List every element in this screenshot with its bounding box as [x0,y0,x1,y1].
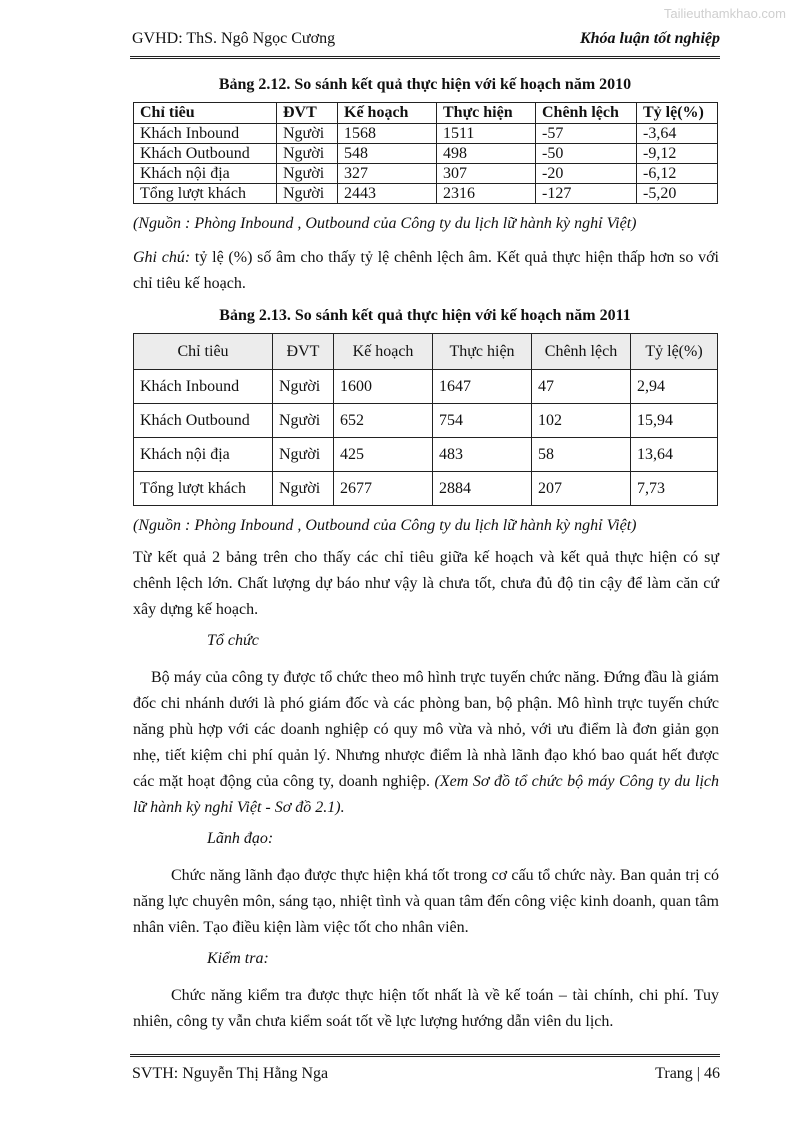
table-cell: Khách Inbound [134,370,273,404]
table-cell: Người [277,184,338,204]
control-paragraph: Chức năng kiểm tra được thực hiện tốt nhất là về kế toán – tài chính, chi phí. Tuy nhiên, công ty vẫn chưa kiểm soát tốt về lực lượng hướng dẫn viên du lịch. [133,987,719,1030]
table-cell: -6,12 [637,164,718,184]
column-header: Kế hoạch [334,334,433,370]
table-cell: 327 [338,164,437,184]
leadership-paragraph: Chức năng lãnh đạo được thực hiện khá tốt trong cơ cấu tổ chức này. Ban quản trị có năng lực chuyên môn, sáng tạo, nhiệt tình và quan tâm đến công việc kinh doanh, quan tâm nhân viên. Tạo điều kiện làm việc tốt cho nhân viên. [133,867,719,936]
footer-page-number: Trang | 46 [655,1065,720,1082]
table-cell: Khách nội địa [134,438,273,472]
page-footer [130,1054,720,1087]
column-header: Thực hiện [437,103,536,124]
table-cell: 207 [532,472,631,506]
table-cell: Tổng lượt khách [134,184,277,204]
table-cell: Người [273,370,334,404]
column-header: ĐVT [277,103,338,124]
table-row [134,370,718,404]
column-header: Chênh lệch [536,103,637,124]
table-cell: 102 [532,404,631,438]
table-row [134,472,718,506]
table-cell: -57 [536,124,637,144]
table-row [134,404,718,438]
table-cell: 2677 [334,472,433,506]
column-header: Tỷ lệ(%) [631,334,718,370]
table-cell: -20 [536,164,637,184]
column-header: Chênh lệch [532,334,631,370]
column-header: Thực hiện [433,334,532,370]
table-cell: Người [273,404,334,438]
table-2011 [133,333,718,506]
table-cell: 425 [334,438,433,472]
table-cell: 1511 [437,124,536,144]
header-advisor: GVHD: ThS. Ngô Ngọc Cương [132,30,336,47]
table1-caption: Bảng 2.12. So sánh kết quả thực hiện với kế hoạch năm 2010 [218,76,632,93]
table1-source: (Nguồn : Phòng Inbound , Outbound của Công ty du lịch lữ hành kỳ nghỉ Việt) [133,215,637,232]
table-cell: -9,12 [637,144,718,164]
table-row [134,124,718,144]
table-cell: 483 [433,438,532,472]
table-cell: Người [277,164,338,184]
header-doc-title: Khóa luận tốt nghiệp [579,30,720,47]
page-header [130,28,720,59]
column-header: ĐVT [273,334,334,370]
table-cell: 1600 [334,370,433,404]
table2-source: (Nguồn : Phòng Inbound , Outbound của Công ty du lịch lữ hành kỳ nghỉ Việt) [133,517,637,534]
note-text: tỷ lệ (%) số âm cho thấy tỷ lệ chênh lệch âm. Kết quả thực hiện thấp hơn so với chỉ tiêu kế hoạch. [133,249,719,292]
table-cell: 307 [437,164,536,184]
table-cell: 548 [338,144,437,164]
table-cell: 13,64 [631,438,718,472]
column-header: Tỷ lệ(%) [637,103,718,124]
table-row [134,438,718,472]
table-cell: Người [273,438,334,472]
table-cell: Tổng lượt khách [134,472,273,506]
table-cell: 15,94 [631,404,718,438]
watermark: Tailieuthamkhao.com [663,6,786,21]
table-2010 [133,102,718,204]
table-cell: 754 [433,404,532,438]
footer-student: SVTH: Nguyễn Thị Hằng Nga [132,1065,329,1082]
table-cell: Khách Outbound [134,404,273,438]
table-cell: 47 [532,370,631,404]
table-cell: -3,64 [637,124,718,144]
leadership-heading: Lãnh đạo: [207,830,274,847]
org-text: Bộ máy của công ty được tổ chức theo mô hình trực tuyến chức năng. Đứng đầu là giám đốc chi nhánh dưới là phó giám đốc và các phòng ban, bộ phận. Mô hình trực tuyến chức năng phù hợp với các doanh nghiệp có quy mô vừa và nhỏ, với ưu điểm là đơn giản gọn nhẹ, tiết kiệm chi phí quản lý. Nhưng nhược điểm là nhà lãnh đạo khó bao quát hết được các mặt hoạt động của công ty, doanh nghiệp. [133,669,719,790]
table-cell: 498 [437,144,536,164]
column-header: Kế hoạch [338,103,437,124]
table-cell: 1647 [433,370,532,404]
table-cell: 652 [334,404,433,438]
table-cell: -50 [536,144,637,164]
table-cell: Người [277,124,338,144]
table-row [134,164,718,184]
org-heading: Tổ chức [207,632,259,649]
table-cell: -127 [536,184,637,204]
table-cell: 7,73 [631,472,718,506]
table-cell: Khách Inbound [134,124,277,144]
table-cell: Khách nội địa [134,164,277,184]
column-header: Chỉ tiêu [134,334,273,370]
org-paragraph [133,665,719,821]
table-cell: 2443 [338,184,437,204]
table-cell: 2884 [433,472,532,506]
table-row [134,144,718,164]
note-label: Ghi chú: [133,249,191,266]
table-cell: 58 [532,438,631,472]
note-paragraph [133,245,719,297]
table-cell: -5,20 [637,184,718,204]
table-cell: Người [273,472,334,506]
column-header: Chỉ tiêu [134,103,277,124]
org-reference: (Xem Sơ đồ tổ chức bộ máy Công ty du lịch lữ hành kỳ nghỉ Việt - Sơ đồ 2.1). [133,773,720,816]
conclusion-paragraph: Từ kết quả 2 bảng trên cho thấy các chỉ tiêu giữa kế hoạch và kết quả thực hiện có sự chênh lệch lớn. Chất lượng dự báo như vậy là chưa tốt, chưa đủ độ tin cậy để làm căn cứ xây dựng kế hoạch. [133,549,719,618]
table2-caption: Bảng 2.13. So sánh kết quả thực hiện với kế hoạch năm 2011 [219,307,631,324]
control-heading: Kiểm tra: [207,950,269,967]
table-cell: 1568 [338,124,437,144]
table-cell: Người [277,144,338,164]
table-row [134,184,718,204]
table-cell: 2,94 [631,370,718,404]
table-cell: 2316 [437,184,536,204]
table-cell: Khách Outbound [134,144,277,164]
